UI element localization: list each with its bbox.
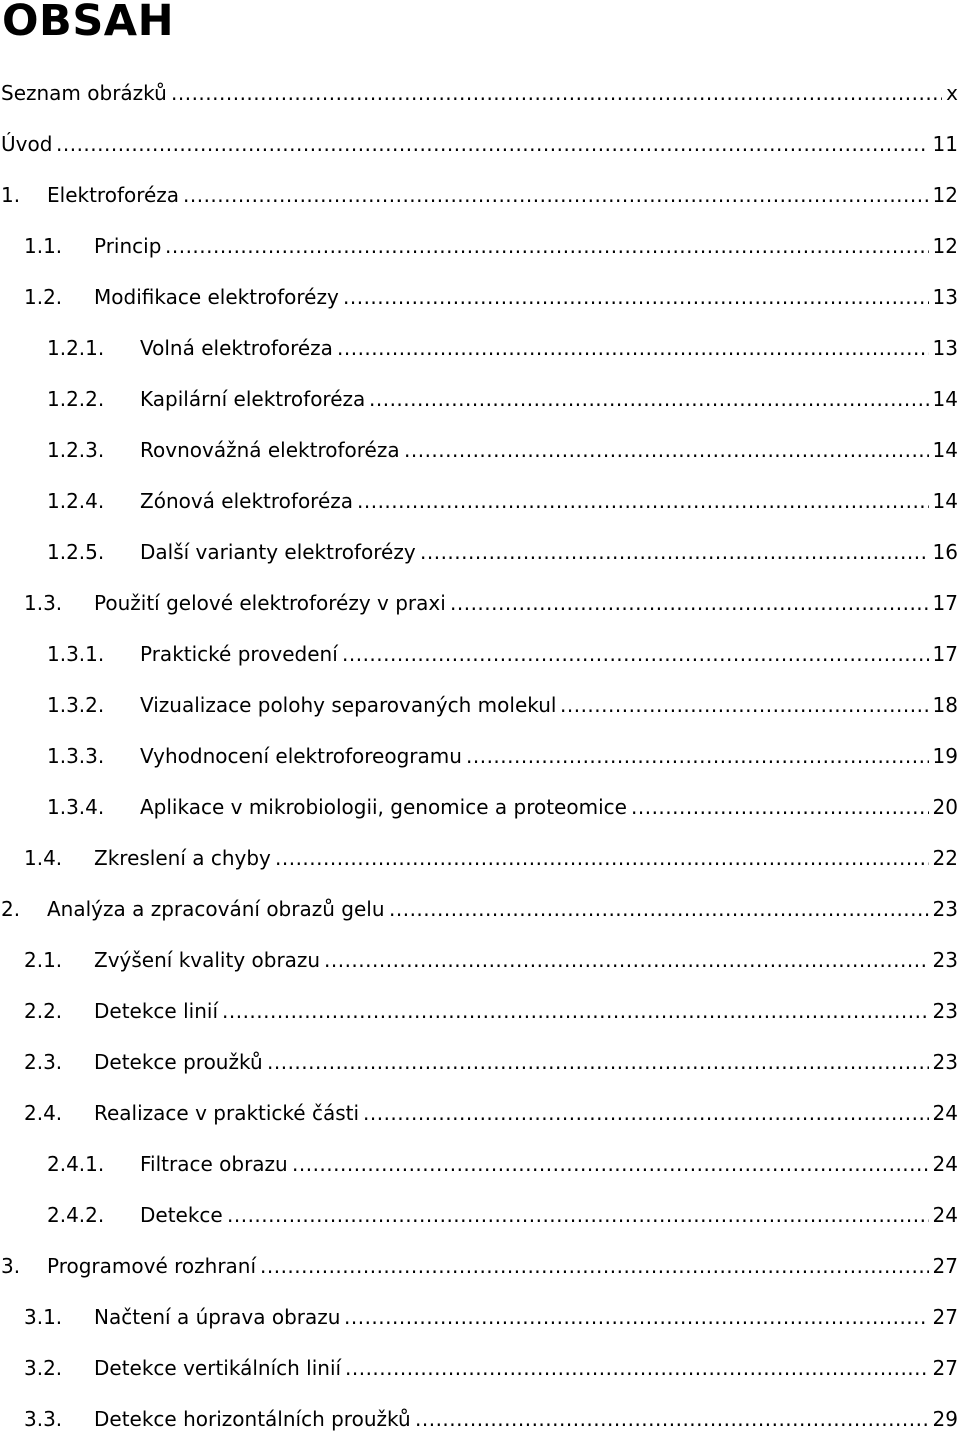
toc-entry-page-number: 23: [932, 897, 958, 921]
toc-entry-number: 1.2.3.: [47, 438, 105, 462]
toc-entry-title: Detekce horizontálních proužků: [94, 1407, 411, 1431]
toc-entry-number: 2.: [1, 897, 21, 921]
toc-entry-page-number: 14: [932, 438, 958, 462]
toc-entry-title: Další varianty elektroforézy: [140, 540, 416, 564]
toc-dot-leader: [227, 1190, 929, 1241]
toc-entry[interactable]: [0, 731, 960, 782]
toc-entry-title: Analýza a zpracování obrazů gelu: [47, 897, 385, 921]
toc-entry-number: 2.4.: [24, 1101, 63, 1125]
toc-dot-leader: [357, 476, 929, 527]
toc-entry-page-number: 20: [932, 795, 958, 819]
toc-entry-title: Kapilární elektroforéza: [140, 387, 366, 411]
toc-entry-title: Použití gelové elektroforézy v praxi: [94, 591, 446, 615]
toc-entry[interactable]: [0, 221, 960, 272]
toc-entry-page-number: 14: [932, 387, 958, 411]
toc-entry[interactable]: [0, 323, 960, 374]
toc-entry-number: 1.3.3.: [47, 744, 105, 768]
toc-entry-title: Zkreslení a chyby: [94, 846, 271, 870]
toc-entry-title: Realizace v praktické části: [94, 1101, 360, 1125]
toc-entry-title: Detekce proužků: [94, 1050, 263, 1074]
toc-entry-number: 1.3.1.: [47, 642, 105, 666]
toc-entry-number: 1.2.: [24, 285, 63, 309]
toc-entry-page-number: 23: [932, 1050, 958, 1074]
toc-entry-title: Načtení a úprava obrazu: [94, 1305, 341, 1329]
toc-entry-number: 2.2.: [24, 999, 63, 1023]
toc-entry-page-number: 12: [932, 234, 958, 258]
table-of-contents: [0, 68, 960, 1445]
toc-entry-title: Vizualizace polohy separovaných molekul: [140, 693, 557, 717]
toc-entry-page-number: 29: [932, 1407, 958, 1431]
toc-entry-title: Elektroforéza: [47, 183, 180, 207]
toc-entry-page-number: 16: [932, 540, 958, 564]
toc-entry-title: Úvod: [1, 132, 53, 156]
toc-dot-leader: [222, 986, 929, 1037]
toc-entry-page-number: 14: [932, 489, 958, 513]
toc-entry-page-number: 27: [932, 1305, 958, 1329]
toc-dot-leader: [342, 629, 929, 680]
toc-entry[interactable]: [0, 935, 960, 986]
toc-entry[interactable]: [0, 986, 960, 1037]
toc-entry-title: Princip: [94, 234, 162, 258]
toc-entry-title: Rovnovážná elektroforéza: [140, 438, 400, 462]
toc-entry-title: Seznam obrázků: [1, 81, 167, 105]
toc-entry[interactable]: [0, 374, 960, 425]
toc-dot-leader: [267, 1037, 929, 1088]
toc-entry[interactable]: [0, 833, 960, 884]
toc-entry[interactable]: [0, 1190, 960, 1241]
toc-dot-leader: [337, 323, 929, 374]
toc-dot-leader: [363, 1088, 929, 1139]
toc-entry[interactable]: [0, 1394, 960, 1445]
toc-entry-page-number: 17: [932, 642, 958, 666]
toc-entry[interactable]: [0, 476, 960, 527]
toc-dot-leader: [369, 374, 929, 425]
toc-entry-page-number: 27: [932, 1356, 958, 1380]
toc-entry-number: 3.1.: [24, 1305, 63, 1329]
toc-entry[interactable]: [0, 1343, 960, 1394]
toc-dot-leader: [275, 833, 929, 884]
toc-dot-leader: [389, 884, 929, 935]
toc-entry[interactable]: [0, 272, 960, 323]
toc-entry-page-number: 13: [932, 285, 958, 309]
toc-entry[interactable]: [0, 1088, 960, 1139]
toc-entry-page-number: 11: [932, 132, 958, 156]
toc-dot-leader: [165, 221, 929, 272]
toc-dot-leader: [466, 731, 929, 782]
toc-entry-number: 1.3.4.: [47, 795, 105, 819]
toc-entry-page-number: 23: [932, 999, 958, 1023]
toc-entry-number: 1.2.5.: [47, 540, 105, 564]
toc-entry-title: Filtrace obrazu: [140, 1152, 288, 1176]
toc-entry[interactable]: [0, 629, 960, 680]
toc-dot-leader: [324, 935, 929, 986]
toc-dot-leader: [415, 1394, 929, 1445]
toc-dot-leader: [631, 782, 929, 833]
toc-dot-leader: [420, 527, 929, 578]
toc-dot-leader: [183, 170, 929, 221]
toc-entry-number: 1.4.: [24, 846, 63, 870]
toc-entry-number: 3.2.: [24, 1356, 63, 1380]
toc-entry-page-number: 24: [932, 1203, 958, 1227]
toc-entry[interactable]: [0, 1139, 960, 1190]
toc-dot-leader: [171, 68, 942, 119]
toc-entry[interactable]: [0, 170, 960, 221]
toc-entry-title: Detekce vertikálních linií: [94, 1356, 342, 1380]
toc-entry-page-number: x: [946, 81, 958, 105]
toc-entry-page-number: 17: [932, 591, 958, 615]
toc-dot-leader: [292, 1139, 929, 1190]
toc-entry[interactable]: [0, 527, 960, 578]
toc-entry-title: Praktické provedení: [140, 642, 338, 666]
toc-entry-title: Detekce linií: [94, 999, 218, 1023]
toc-dot-leader: [56, 119, 929, 170]
toc-entry-title: Detekce: [140, 1203, 223, 1227]
toc-entry-number: 1.3.2.: [47, 693, 105, 717]
toc-entry-number: 2.3.: [24, 1050, 63, 1074]
toc-entry-page-number: 24: [932, 1101, 958, 1125]
toc-entry[interactable]: [0, 1037, 960, 1088]
toc-entry-number: 1.2.1.: [47, 336, 105, 360]
toc-entry-title: Zónová elektroforéza: [140, 489, 354, 513]
toc-entry-page-number: 23: [932, 948, 958, 972]
toc-entry-title: Programové rozhraní: [47, 1254, 257, 1278]
toc-entry[interactable]: [0, 782, 960, 833]
toc-entry-number: 1.: [1, 183, 21, 207]
toc-entry[interactable]: [0, 119, 960, 170]
toc-entry-page-number: 18: [932, 693, 958, 717]
toc-entry-number: 1.1.: [24, 234, 63, 258]
toc-entry[interactable]: [0, 884, 960, 935]
toc-entry[interactable]: [0, 578, 960, 629]
toc-entry-page-number: 12: [932, 183, 958, 207]
toc-entry[interactable]: [0, 425, 960, 476]
toc-dot-leader: [560, 680, 929, 731]
toc-dot-leader: [260, 1241, 929, 1292]
toc-entry-number: 1.2.2.: [47, 387, 105, 411]
toc-entry-page-number: 24: [932, 1152, 958, 1176]
page-title: OBSAH: [2, 0, 175, 46]
toc-entry-title: Volná elektroforéza: [140, 336, 333, 360]
toc-entry-page-number: 13: [932, 336, 958, 360]
toc-dot-leader: [345, 1343, 929, 1394]
toc-entry-number: 1.2.4.: [47, 489, 105, 513]
toc-entry-page-number: 22: [932, 846, 958, 870]
toc-entry[interactable]: [0, 1241, 960, 1292]
toc-dot-leader: [343, 272, 929, 323]
toc-entry-page-number: 19: [932, 744, 958, 768]
toc-entry-number: 2.4.1.: [47, 1152, 105, 1176]
toc-entry-number: 2.1.: [24, 948, 63, 972]
toc-entry[interactable]: [0, 1292, 960, 1343]
toc-entry-title: Vyhodnocení elektroforeogramu: [140, 744, 462, 768]
toc-entry-title: Modifikace elektroforézy: [94, 285, 339, 309]
toc-dot-leader: [404, 425, 929, 476]
toc-entry-number: 2.4.2.: [47, 1203, 105, 1227]
toc-entry-number: 1.3.: [24, 591, 63, 615]
toc-entry-title: Zvýšení kvality obrazu: [94, 948, 321, 972]
toc-dot-leader: [344, 1292, 929, 1343]
toc-entry-title: Aplikace v mikrobiologii, genomice a proteomice: [140, 795, 627, 819]
toc-entry-number: 3.: [1, 1254, 21, 1278]
toc-entry-number: 3.3.: [24, 1407, 63, 1431]
toc-entry[interactable]: [0, 680, 960, 731]
toc-dot-leader: [450, 578, 929, 629]
toc-entry-page-number: 27: [932, 1254, 958, 1278]
toc-entry[interactable]: [0, 68, 960, 119]
